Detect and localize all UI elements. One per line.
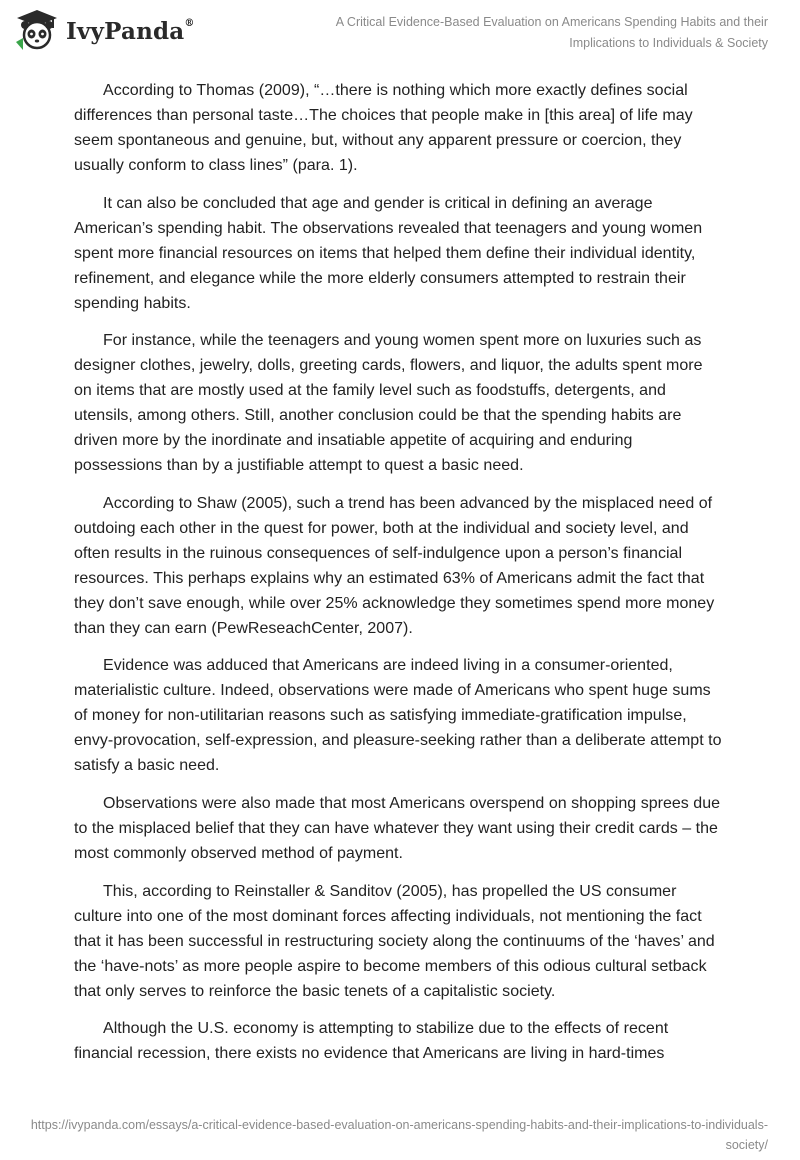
trademark-symbol: ® <box>184 17 195 29</box>
paragraph: Observations were also made that most Americans overspend on shopping sprees due to the misplaced belief that they can have whatever they want using their credit cards – the most commonly observed method of payment. <box>74 794 721 862</box>
paragraph: According to Shaw (2005), such a trend has been advanced by the misplaced need of outdoing each other in the quest for power, both at the individual and society level, and often results in the ruinous consequences of self-indulgence upon a person’s financial resources. This perhaps explains why an estimated 63% of Americans admit the fact that they don’t save enough, while over 25% acknowledge they sometimes spend more money than they can earn (PewReseachCenter, 2007). <box>74 494 715 637</box>
essay-body <box>74 78 724 1079</box>
page-header <box>0 0 800 60</box>
paragraph: According to Thomas (2009), “…there is nothing which more exactly defines social differences than personal taste…The choices that people make in [this area] of life may seem spontaneous and genuine, but, without any apparent pressure or coercion, they usually conform to class lines” (para. 1). <box>74 82 693 174</box>
paragraph: Evidence was adduced that Americans are indeed living in a consumer-oriented, materialistic culture. Indeed, observations were made of Americans who spent huge sums of money for non-utilitarian reasons such as satisfying immediate-gratification impulse, envy-provocation, self-expression, and pleasure-seeking rather than a deliberate attempt to satisfy a basic need. <box>74 657 722 775</box>
paragraph: It can also be concluded that age and gender is critical in defining an average American’s spending habit. The observations revealed that teenagers and young women spent more financial resources on items that helped them define their individual identity, refinement, and elegance while the more elderly consumers attempted to restrain their spending habits. <box>74 194 703 312</box>
paragraph: This, according to Reinstaller & Sanditov (2005), has propelled the US consumer culture into one of the most dominant forces affecting individuals, not mentioning the fact that it has been successful in restructuring society along the continuums of the ‘haves’ and the ‘have-nots’ as more people aspire to become members of this odious cultural setback that only serves to reinforce the basic tenets of a capitalistic society. <box>74 882 715 1000</box>
document-title: A Critical Evidence-Based Evaluation on Americans Spending Habits and their Implications to Individuals & Society <box>335 15 768 50</box>
source-url[interactable]: https://ivypanda.com/essays/a-critical-evidence-based-evaluation-on-americans-spending-habits-and-their-implications-to-individuals-society/ <box>30 1118 768 1152</box>
panda-icon <box>14 8 60 52</box>
brand-name: IvyPanda® <box>66 17 195 45</box>
ivypanda-logo[interactable] <box>14 8 195 52</box>
paragraph: For instance, while the teenagers and young women spent more on luxuries such as designer clothes, jewelry, dolls, greeting cards, flowers, and liquor, the adults spent more on items that are mostly used at the family level such as foodstuffs, detergents, and utensils, among others. Still, another conclusion could be that the spending habits are driven more by the inordinate and insatiable appetite of acquiring and enduring possessions than by a justifiable attempt to quest a basic need. <box>74 332 703 475</box>
paragraph: Although the U.S. economy is attempting to stabilize due to the effects of recent financial recession, there exists no evidence that Americans are living in hard-times <box>74 1020 669 1063</box>
